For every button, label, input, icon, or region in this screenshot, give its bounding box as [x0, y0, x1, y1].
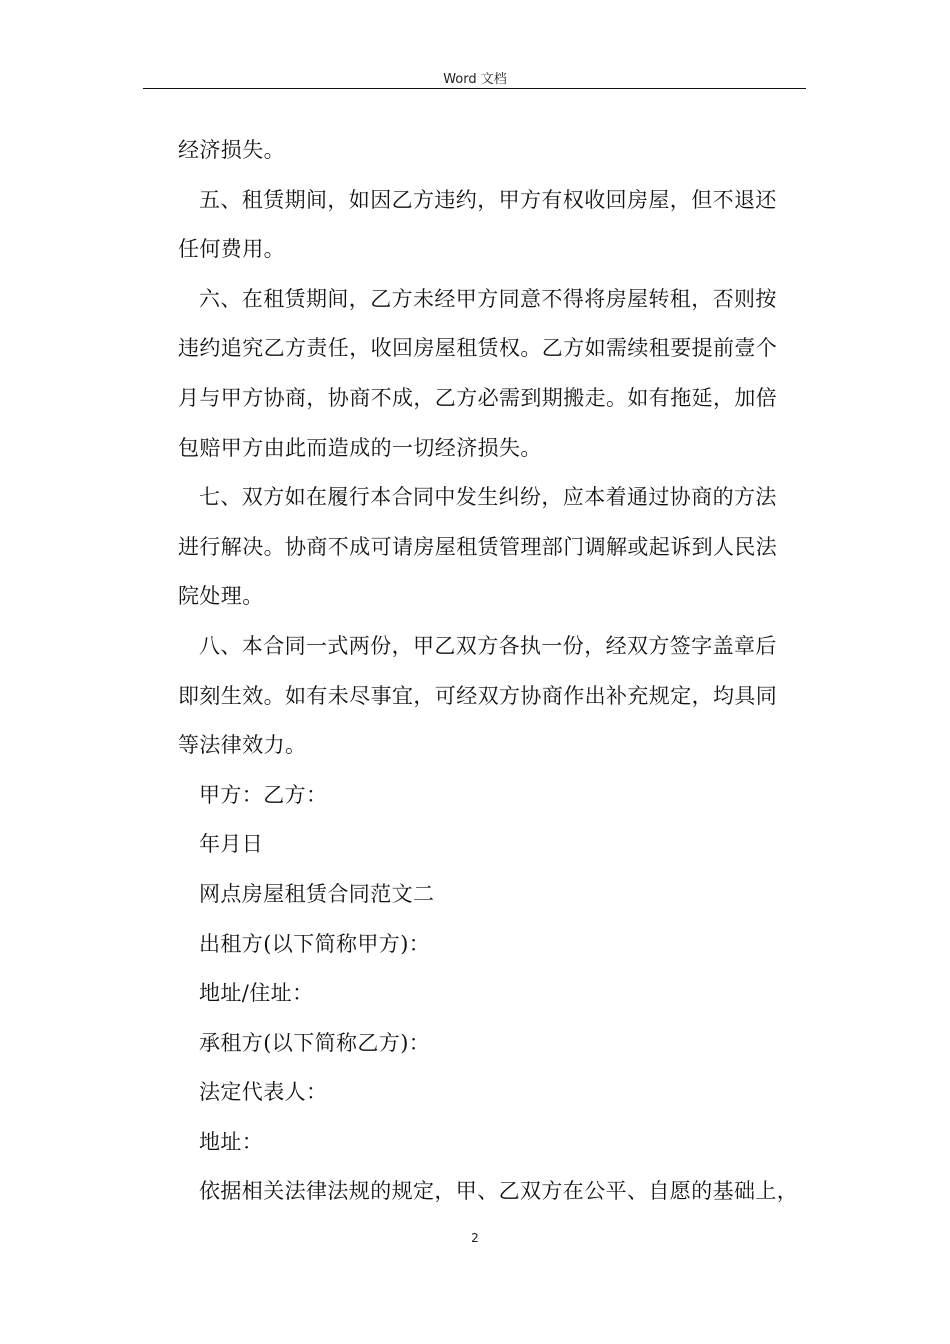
page-number: 2	[471, 1231, 479, 1245]
text-line: 月与甲方协商，协商不成，乙方必需到期搬走。如有拖延，加倍	[178, 385, 778, 410]
text-line: 五、租赁期间，如因乙方违约，甲方有权收回房屋，但不退还	[199, 187, 777, 212]
section-title: 网点房屋租赁合同范文二	[199, 881, 435, 906]
lessee-field: 承租方(以下简称乙方)：	[199, 1030, 431, 1055]
signature-parties: 甲方：乙方：	[199, 782, 328, 807]
text-line: 经济损失。	[178, 138, 285, 162]
text-line: 七、双方如在履行本合同中发生纠纷，应本着通过协商的方法	[199, 485, 777, 510]
header-divider	[143, 88, 806, 89]
text-line: 违约追究乙方责任，收回房屋租赁权。乙方如需续租要提前壹个	[178, 336, 778, 361]
text-line: 等法律效力。	[178, 733, 307, 758]
text-line: 八、本合同一式两份，甲乙双方各执一份，经双方签字盖章后	[199, 633, 777, 658]
text-line: 六、在租赁期间，乙方未经甲方同意不得将房屋转租，否则按	[199, 286, 777, 311]
signature-date: 年月日	[199, 832, 264, 857]
document-body	[178, 126, 808, 1217]
text-line: 即刻生效。如有未尽事宜，可经双方协商作出补充规定，均具同	[178, 683, 778, 708]
legal-representative-field: 法定代表人：	[199, 1080, 328, 1105]
text-line: 进行解决。协商不成可请房屋租赁管理部门调解或起诉到人民法	[178, 534, 778, 559]
address-field: 地址：	[199, 1129, 264, 1154]
text-line: 院处理。	[178, 584, 264, 609]
address-field: 地址/住址：	[199, 981, 314, 1006]
page-header: Word 文档	[443, 72, 507, 87]
text-line: 依据相关法律法规的规定，甲、乙双方在公平、自愿的基础上，	[199, 1179, 799, 1204]
text-line: 任何费用。	[178, 237, 285, 262]
lessor-field: 出租方(以下简称甲方)：	[199, 931, 431, 956]
text-line: 包赔甲方由此而造成的一切经济损失。	[178, 435, 542, 460]
